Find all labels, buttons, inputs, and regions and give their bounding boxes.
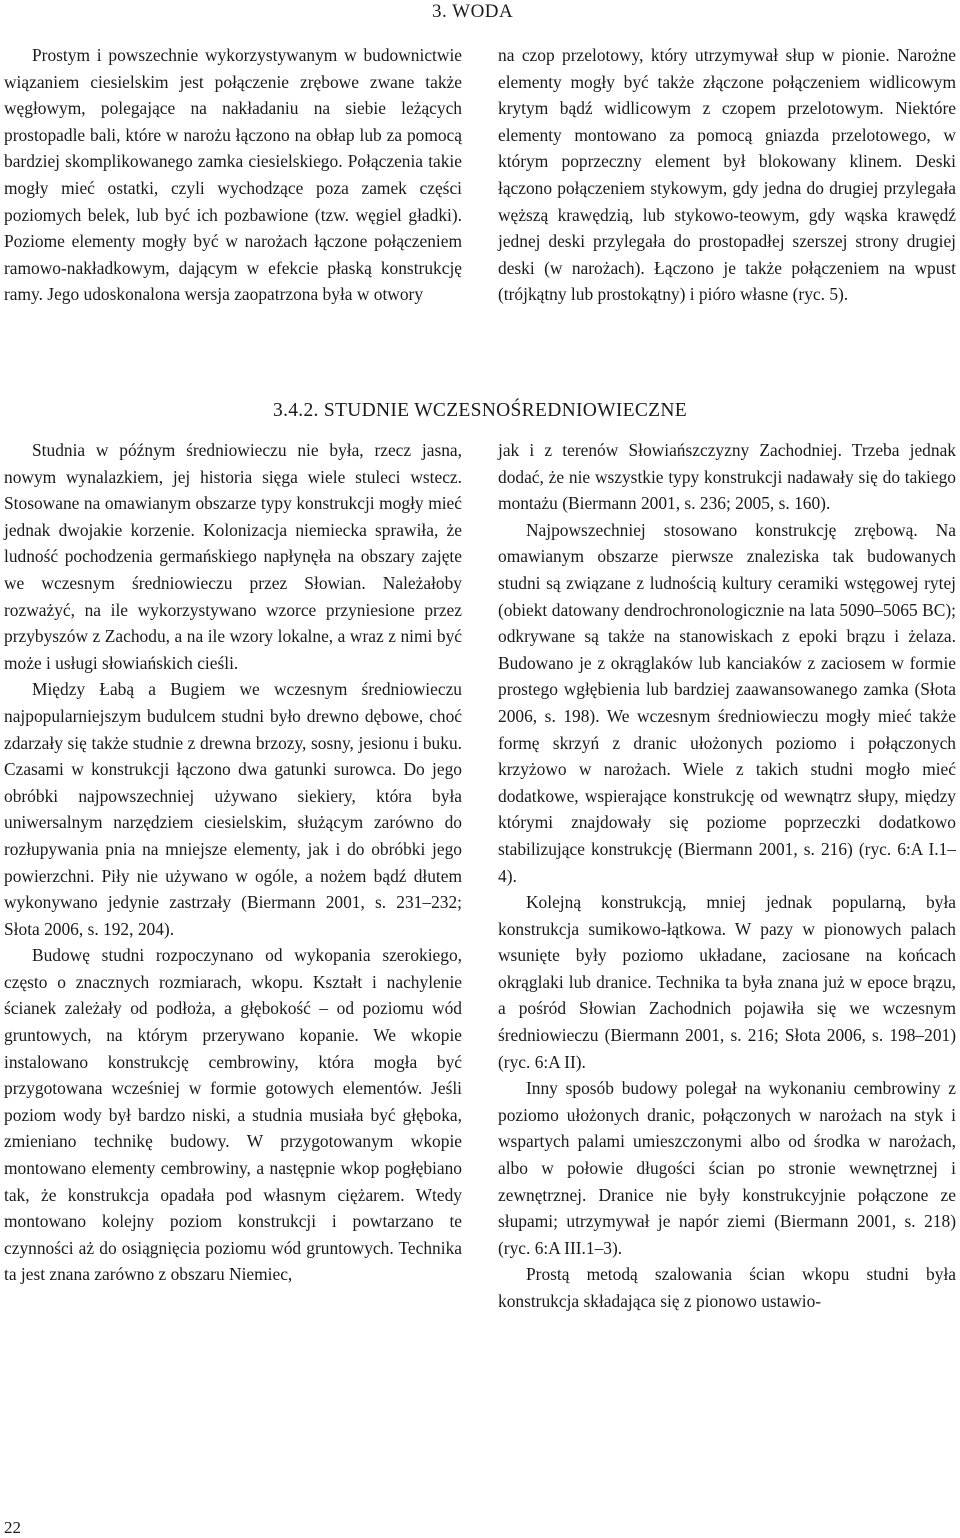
paragraph: Kolejną konstrukcją, mniej jednak popularną, była konstrukcja sumikowo-łątkowa. W pazy w pionowych palach wsunięte były poziomo układane, zaciosane na końcach okrąglaki lub dranice. Technika ta była znana już w epoce brązu, a pośród Słowian Zachodnich pojawiła się we wczesnym średniowieczu (Biermann 2001, s. 216; Słota 2006, s. 198–201) (ryc. 6:A II). (498, 892, 956, 1072)
text-column-top-right (498, 42, 956, 308)
text-column-bottom-right (498, 437, 956, 1315)
paragraph: jak i z terenów Słowiańszczyzny Zachodniej. Trzeba jednak dodać, że nie wszystkie typy konstrukcji nadawały się do takiego montażu (Biermann 2001, s. 236; 2005, s. 160). (498, 440, 956, 514)
paragraph: Budowę studni rozpoczynano od wykopania szerokiego, często o znacznych rozmiarach, wkopu. Kształt i nachylenie ścianek zależały od podłoża, a głębokość – od poziomu wód gruntowych, na którym przerywano kopanie. We wkopie instalowano konstrukcję cembrowiny, która mogła być przygotowana wcześniej w formie gotowych elementów. Jeśli poziom wody był bardzo niski, a studnia musiała być głęboka, zmieniano technikę budowy. W przygotowanym wkopie montowano elementy cembrowiny, a następnie wkop pogłębiano tak, że konstrukcja opadała pod własnym ciężarem. Wtedy montowano kolejny poziom konstrukcji i powtarzano te czynności aż do osiągnięcia poziomu wód gruntowych. Technika ta jest znana zarówno z obszaru Niemiec, (4, 945, 462, 1285)
paragraph: na czop przelotowy, który utrzymywał słup w pionie. Narożne elementy mogły być także złączone połączeniem widlicowym krytym bądź widlicowym z czopem przelotowym. Niektóre elementy montowano za pomocą gniazda przelotowego, w którym poprzeczny element był blokowany klinem. Deski łączono połączeniem stykowym, gdy jedna do drugiej przylegała węższą krawędzią, lub stykowo-teowym, gdy wąska krawędź jednej deski przylegała do prostopadłej szerszej strony drugiej deski (w narożach). Łączono je także połączeniem na wpust (trójkątny lub prostokątny) i pióro własne (ryc. 5). (498, 45, 956, 305)
paragraph: Studnia w późnym średniowieczu nie była, rzecz jasna, nowym wynalazkiem, jej historia sięga wiele stuleci wstecz. Stosowane na omawianym obszarze typy konstrukcji mogły mieć jednak dwojakie korzenie. Kolonizacja niemiecka sprawiła, że ludność pochodzenia germańskiego napłynęła na obszary zajęte we wczesnym średniowieczu przez Słowian. Należałoby rozważyć, na ile wykorzystywano wzorce przyniesione przez przybyszów z Zachodu, a na ile wzory lokalne, a wraz z nimi być może i usługi słowiańskich cieśli. (4, 440, 462, 673)
paragraph: Między Łabą a Bugiem we wczesnym średniowieczu najpopularniejszym budulcem studni było drewno dębowe, choć zdarzały się także studnie z drewna brzozy, sosny, jesionu i buku. Czasami w konstrukcji łączono dwa gatunki surowca. Do jego obróbki najpowszechniej używano siekiery, która była uniwersalnym narzędziem ciesielskim, służącym zarówno do rozłupywania pnia na mniejsze elementy, jak i do obróbki jego powierzchni. Piły nie używano w ogóle, a nożem bądź dłutem wykonywano jedynie zastrzały (Biermann 2001, s. 231–232; Słota 2006, s. 192, 204). (4, 679, 462, 939)
paragraph: Prostą metodą szalowania ścian wkopu studni była konstrukcja składająca się z pionowo ustawio- (498, 1264, 956, 1311)
chapter-header: 3. WODA (432, 1, 514, 22)
page-number: 22 (4, 1518, 21, 1537)
paragraph: Inny sposób budowy polegał na wykonaniu cembrowiny z poziomo ułożonych dranic, połączonych w narożach na styk i wspartych palami umieszczonymi albo od środka w narożach, albo w połowie długości ścian po stronie wewnętrznej i zewnętrznej. Dranice nie były konstrukcyjnie połączone ze słupami; utrzymywał je napór ziemi (Biermann 2001, s. 218) (ryc. 6:A III.1–3). (498, 1078, 956, 1258)
paragraph: Najpowszechniej stosowano konstrukcję zrębową. Na omawianym obszarze pierwsze znaleziska tak budowanych studni są związane z ludnością kultury ceramiki wstęgowej rytej (obiekt datowany dendrochronologicznie na lata 5090–5065 BC); odkrywane są także na stanowiskach z epoki brązu i żelaza. Budowano je z okrąglaków lub kanciaków z zaciosem w formie prostego wgłębienia lub bardziej zaawansowanego zamka (Słota 2006, s. 198). We wczesnym średniowieczu mogły mieć także formę skrzyń z dranic ułożonych poziomo i połączonych krzyżowo w narożach. Wiele z takich studni mogło mieć dodatkowe, wspierające konstrukcję od wewnątrz słupy, między którymi znajdowały się poziome poprzeczki dodatkowo stabilizujące konstrukcję (Biermann 2001, s. 216) (ryc. 6:A I.1–4). (498, 519, 956, 886)
section-title: 3.4.2. STUDNIE WCZESNOŚREDNIOWIECZNE (273, 400, 687, 421)
text-column-top-left (4, 42, 462, 308)
paragraph: Prostym i powszechnie wykorzystywanym w budownictwie wiązaniem ciesielskim jest połączenie zrębowe zwane także węgłowym, polegające na nakładaniu na siebie leżących prostopadle bali, które w narożu łączono na obłap lub za pomocą bardziej skomplikowanego zamka ciesielskiego. Połączenia takie mogły mieć ostatki, czyli wychodzące poza zamek części poziomych belek, lub być ich pozbawione (tzw. węgiel gładki). Poziome elementy mogły być w narożach łączone połączeniem ramowo-nakładkowym, dającym w efekcie płaską konstrukcję ramy. Jego udoskonalona wersja zaopatrzona była w otwory (4, 45, 462, 305)
text-column-bottom-left (4, 437, 462, 1288)
